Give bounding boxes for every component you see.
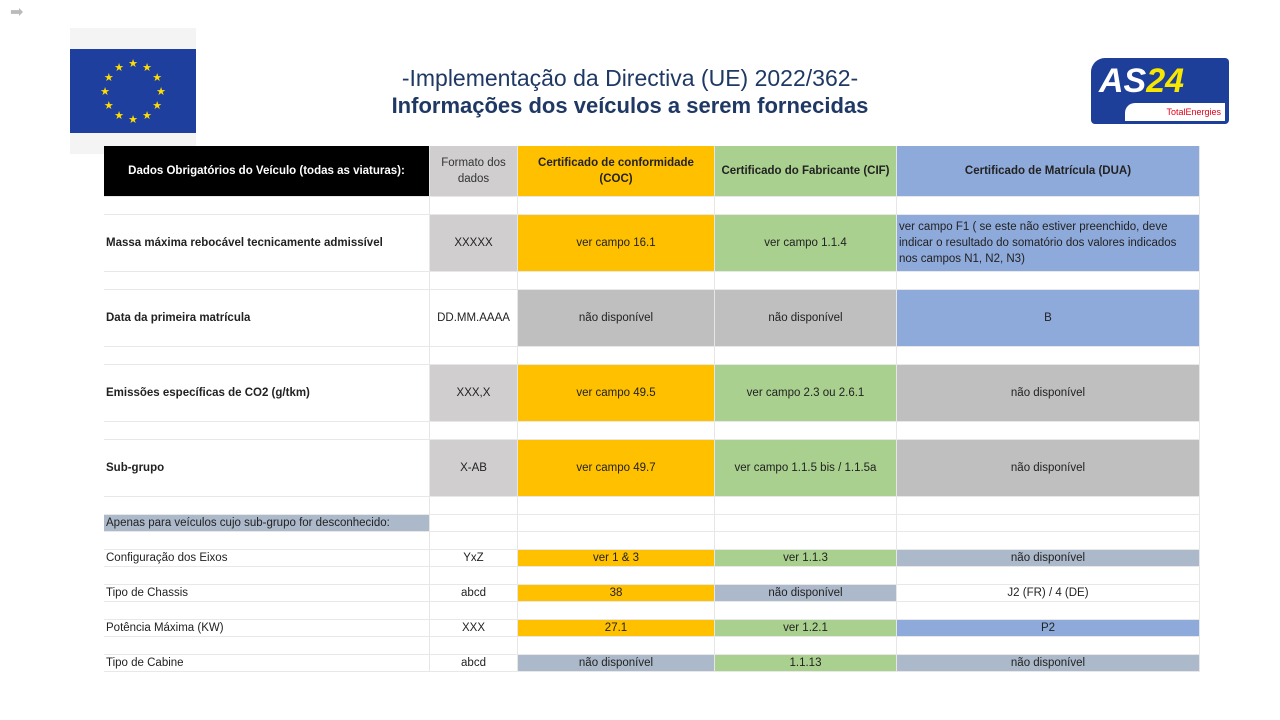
cell-coc: 38 bbox=[518, 585, 715, 601]
spacer-row bbox=[104, 532, 1200, 550]
header-dua: Certificado de Matrícula (DUA) bbox=[897, 146, 1200, 196]
cell-format: YxZ bbox=[430, 550, 518, 566]
cell-coc: não disponível bbox=[518, 655, 715, 671]
cell-cif: ver campo 2.3 ou 2.6.1 bbox=[715, 365, 897, 421]
cell-label: Emissões específicas de CO2 (g/tkm) bbox=[104, 365, 430, 421]
header-coc: Certificado de conformidade (COC) bbox=[518, 146, 715, 196]
cell-cif: ver 1.1.3 bbox=[715, 550, 897, 566]
cell-label: Sub-grupo bbox=[104, 440, 430, 496]
cell-dua: não disponível bbox=[897, 655, 1200, 671]
arrow-icon: ➡ bbox=[10, 4, 24, 21]
table-row bbox=[104, 365, 1200, 422]
cell-coc: ver campo 16.1 bbox=[518, 215, 715, 271]
star-icon: ★ bbox=[152, 72, 163, 84]
cell-cif: ver 1.2.1 bbox=[715, 620, 897, 636]
star-icon: ★ bbox=[103, 100, 114, 112]
cell-format: XXX bbox=[430, 620, 518, 636]
cell-dua: B bbox=[897, 290, 1200, 346]
spacer-row bbox=[104, 197, 1200, 215]
table-row bbox=[104, 440, 1200, 497]
spacer-row bbox=[104, 272, 1200, 290]
table-row bbox=[104, 620, 1200, 637]
subheader-label: Apenas para veículos cujo sub-grupo for desconhecido: bbox=[104, 515, 430, 531]
header-format: Formato dos dados bbox=[430, 146, 518, 196]
star-icon: ★ bbox=[142, 61, 152, 74]
star-icon: ★ bbox=[128, 114, 138, 126]
spacer-row bbox=[104, 497, 1200, 515]
cell-dua: não disponível bbox=[897, 365, 1200, 421]
star-icon: ★ bbox=[156, 86, 166, 98]
cell-coc: ver campo 49.5 bbox=[518, 365, 715, 421]
cell-cif: não disponível bbox=[715, 290, 897, 346]
vehicle-data-table bbox=[104, 146, 1200, 672]
cell-label: Massa máxima rebocável tecnicamente admissível bbox=[104, 215, 430, 271]
spacer-row bbox=[104, 347, 1200, 365]
cell-cif: 1.1.13 bbox=[715, 655, 897, 671]
star-icon: ★ bbox=[142, 110, 152, 123]
cell-cif: não disponível bbox=[715, 585, 897, 601]
cell-coc: ver campo 49.7 bbox=[518, 440, 715, 496]
spacer-row bbox=[104, 637, 1200, 655]
cell-label: Potência Máxima (KW) bbox=[104, 620, 430, 636]
star-icon: ★ bbox=[114, 110, 124, 123]
cell-label: Configuração dos Eixos bbox=[104, 550, 430, 566]
cell-format: XXXXX bbox=[430, 215, 518, 271]
logo-text: AS bbox=[1099, 62, 1147, 100]
star-icon: ★ bbox=[100, 86, 110, 98]
spacer-row bbox=[104, 602, 1200, 620]
slide-title bbox=[330, 64, 930, 120]
logo-number: 24 bbox=[1146, 62, 1185, 100]
eu-flag bbox=[70, 28, 196, 154]
cell-format: XXX,X bbox=[430, 365, 518, 421]
cell-coc: 27.1 bbox=[518, 620, 715, 636]
eu-stars-icon bbox=[70, 49, 196, 133]
as24-logo bbox=[1091, 58, 1229, 124]
table-row bbox=[104, 585, 1200, 602]
table-row bbox=[104, 290, 1200, 347]
cell-dua: não disponível bbox=[897, 550, 1200, 566]
cell-cif: ver campo 1.1.4 bbox=[715, 215, 897, 271]
title-line2: Informações dos veículos a serem fornecidas bbox=[391, 93, 869, 118]
cell-dua: ver campo F1 ( se este não estiver preenchido, deve indicar o resultado do somatório dos valores indicados nos campos N1, N2, N3) bbox=[897, 215, 1200, 271]
header-cif: Certificado do Fabricante (CIF) bbox=[715, 146, 897, 196]
cell-label: Tipo de Cabine bbox=[104, 655, 430, 671]
spacer-row bbox=[104, 567, 1200, 585]
cell-format: DD.MM.AAAA bbox=[430, 290, 518, 346]
table-header bbox=[104, 146, 1200, 197]
star-icon: ★ bbox=[152, 100, 163, 112]
star-icon: ★ bbox=[114, 61, 124, 74]
totalenergies-label: TotalEnergies bbox=[1125, 103, 1225, 121]
cell-label: Data da primeira matrícula bbox=[104, 290, 430, 346]
cell-dua: J2 (FR) / 4 (DE) bbox=[897, 585, 1200, 601]
table-row bbox=[104, 550, 1200, 567]
cell-format: abcd bbox=[430, 585, 518, 601]
star-icon: ★ bbox=[103, 72, 114, 84]
spacer-row bbox=[104, 422, 1200, 440]
cell-format: abcd bbox=[430, 655, 518, 671]
cell-cif: ver campo 1.1.5 bis / 1.1.5a bbox=[715, 440, 897, 496]
cell-dua: P2 bbox=[897, 620, 1200, 636]
cell-coc: não disponível bbox=[518, 290, 715, 346]
cell-label: Tipo de Chassis bbox=[104, 585, 430, 601]
cell-format: X-AB bbox=[430, 440, 518, 496]
cell-dua: não disponível bbox=[897, 440, 1200, 496]
star-icon: ★ bbox=[128, 58, 138, 70]
table-row bbox=[104, 215, 1200, 272]
cell-coc: ver 1 & 3 bbox=[518, 550, 715, 566]
table-row bbox=[104, 655, 1200, 672]
header-label: Dados Obrigatórios do Veículo (todas as viaturas): bbox=[104, 146, 430, 196]
subheader-row bbox=[104, 515, 1200, 532]
title-line1: -Implementação da Directiva (UE) 2022/362- bbox=[401, 65, 859, 91]
